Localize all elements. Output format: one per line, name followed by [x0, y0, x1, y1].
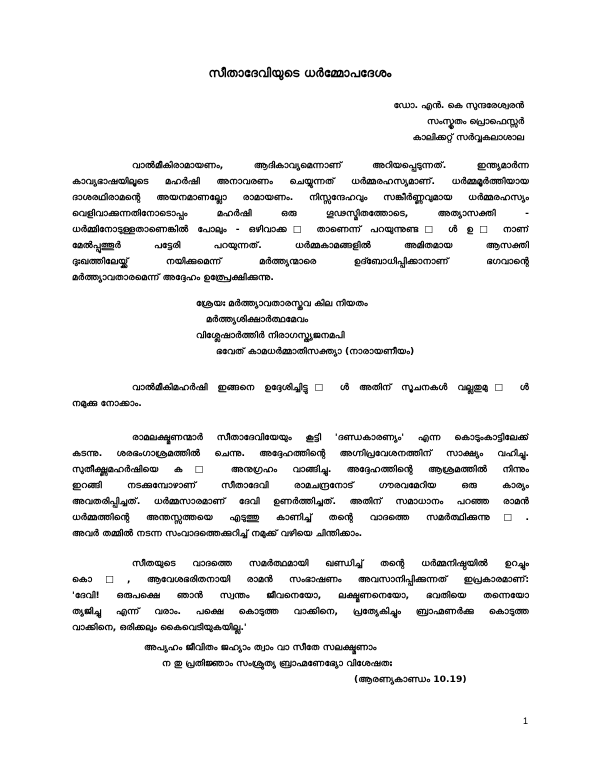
paragraph-intro	[72, 158, 529, 286]
paragraph-line: ദുഃഖത്തിലേയ്ക്ക് നയിക്കുമെന്ന് മർത്ത്യന്മാരെ ഉദ്ബോധിപ്പിക്കാനാണ് ഭഗവാന്റെ	[72, 256, 529, 267]
paragraph-line: വാക്കിനെ, ഒരിക്കലും കൈവെടിയുകയില്ല.'	[72, 622, 247, 633]
verse-line: വിശ്ലേഷാർത്തിർ നിരാഗസ്ത്യജനമപി	[196, 330, 345, 341]
paragraph-line: കടന്നു. ശരഭംഗാശ്രമത്തിൽ ചെന്നു. അദ്ദേഹത്തിന്റെ അഗ്നിപ്രവേശനത്തിന് സാക്ഷ്യം വഹിച്ചു.	[72, 448, 529, 459]
paragraph-line: രാമലക്ഷ്മണന്മാർ സീതാദേവിയേയും കൂട്ടി 'ദണ്ഡകാരണ്യം' എന്ന കൊടുംകാട്ടിലേക്ക്	[132, 432, 529, 443]
verse-citation: (ആരണ്യകാണ്ഡം 10.19)	[354, 674, 467, 685]
verse-line: മർത്ത്യശിക്ഷാർത്ഥമേവം	[206, 314, 309, 325]
paragraph-line: ദാശരഥിരാമന്റെ അയനമാണല്ലോ രാമായണം. നിസ്സന്ദേഹവും സങ്കീർണ്ണവുമായ ധർമ്മരഹസ്യം	[72, 192, 529, 203]
paragraph-line: സുതീക്ഷ്ണമഹർഷിയെ ക□ അനുഗ്രഹം വാങ്ങിച്ചു. അദ്ദേഹത്തിന്റെ ആശ്രമത്തിൽ നിന്നും	[72, 464, 529, 475]
paragraph-line: സീതയുടെ വാദത്തെ സമർത്ഥമായി ഖണ്ഡിച്ച് തന്റെ ധർമ്മനിഷ്ഠയിൽ ഉറച്ചും	[132, 558, 529, 569]
paragraph-line: ധർമ്മത്തിന്റെ അന്തസ്സത്തയെ എടുത്തു കാണിച്ച് തന്റെ വാദത്തെ സമർത്ഥിക്കുന്നു□.	[72, 512, 529, 523]
paragraph-line: ധർമ്മിനോടുള്ളതാണെങ്കിൽ പോലും - ഒഴിവാക്ക□ താണെന്ന് പറയുന്നുണ്ട□ ൾ ഉ□ നാണ്	[72, 224, 529, 235]
verse-narayaneeyam	[196, 296, 414, 360]
verse-line: ഭവേത് കാമധർമ്മാതിസക്ത്യാ (നാരായണീയം)	[216, 346, 415, 357]
paragraph-line: അവർ തമ്മിൽ നടന്ന സംവാദത്തെക്കുറിച്ച് നമുക്ക് വഴിയെ ചിന്തിക്കാം.	[72, 528, 363, 539]
paragraph-line: ഇറങ്ങി നടക്കുമ്പോഴാണ് സീതാദേവി രാമചന്ദ്രനോട് ഗൗരവമേറിയ ഒരു കാര്യം	[72, 480, 529, 491]
paragraph-line: മേൽപ്പുത്തൂർ പട്ടേരി പറയുന്നത്. ധർമ്മകാമങ്ങളിൽ അമിതമായ ആസക്തി	[72, 240, 529, 251]
paragraph-line: നമുക്കു നോക്കാം.	[72, 398, 142, 409]
paragraph-line: വാൽമീകിരാമായണം, ആദികാവ്യമെന്നാണ് അറിയപ്പെടുന്നത്. ഇന്ത്യമാർന്ന	[132, 160, 529, 171]
paragraph-line: അവതരിപ്പിച്ചത്. ധർമ്മസാരമാണ് ദേവി ഉണർത്തിച്ചത്. അതിന് സമാധാനം പറഞ്ഞ രാമൻ	[72, 496, 529, 507]
author-block	[394, 98, 524, 146]
paragraph-rama-reply	[72, 556, 529, 636]
verse-line: അപ്യഹം ജീവിതം ജഹ്യാം ത്വാം വാ സീതേ സലക്ഷ്മണാം	[144, 642, 377, 653]
paragraph-line: മർത്ത്യാവതാരമെന്ന് അദ്ദേഹം ഉത്പ്രേക്ഷിക്കുന്നു.	[72, 272, 274, 283]
paragraph-line: കാവ്യഭാഷയിലൂടെ മഹർഷി അനാവരണം ചെയ്യുന്നത് ധർമ്മരഹസ്യമാണ്. ധർമ്മമൂർത്തിയായ	[72, 176, 529, 187]
page-number: 1	[522, 716, 528, 726]
paragraph-line: വെളിവാക്കുന്നതിനോടൊപ്പം മഹർഷി ഒരു ഗൂഢസ്മിതത്തോടെ, അത്യാസക്തി -	[72, 208, 529, 219]
author-designation: സംസ്കൃതം പ്രൊഫെസ്സർ	[427, 117, 524, 127]
page-title: സീതാദേവിയുടെ ധർമ്മോപദേശം	[208, 66, 392, 80]
paragraph-line: കൊ□, ആവേശഭരിതനായി രാമൻ സംഭാഷണം അവസാനിപ്പിക്കുന്നത് ഇപ്രകാരമാണ്:	[72, 574, 529, 585]
author-institution: കാലിക്കറ്റ് സർവ്വകലാശാല	[412, 133, 524, 143]
author-name: ഡോ. എൻ. കെ സുന്ദരേശ്വരൻ	[393, 101, 524, 111]
paragraph-line: 'ദേവി! ഒരുപക്ഷെ ഞാൻ സ്വന്തം ജീവനെയോ, ലക്ഷ്മണനെയോ, ഭവതിയെ തന്നെയോ	[72, 590, 529, 601]
paragraph-dandakaranya	[72, 430, 529, 542]
paragraph-line: വാൽമീകിമഹർഷി ഇങ്ങനെ ഉദ്ദേശിച്ചിട്ടു□ ൾ അതിന് സൂചനകൾ വല്ലതുമു□ ൾ	[132, 382, 529, 393]
verse-aranyakanda	[144, 640, 467, 688]
verse-line: ശ്രേയഃ മർത്ത്യാവതാരസ്തവ കില നിയതം	[196, 298, 368, 309]
paragraph-line: ത്യജിച്ചു എന്ന് വരാം. പക്ഷെ കൊടുത്ത വാക്കിനെ, പ്രത്യേകിച്ചും ബ്രാഹ്മണർക്കു കൊടുത്ത	[72, 606, 529, 617]
verse-line: ന തു പ്രതിജ്ഞാം സംശ്രുത്യ ബ്രാഹ്മണേഭ്യോ വിശേഷതഃ	[162, 658, 392, 669]
paragraph-valmiki-intent	[72, 380, 529, 412]
